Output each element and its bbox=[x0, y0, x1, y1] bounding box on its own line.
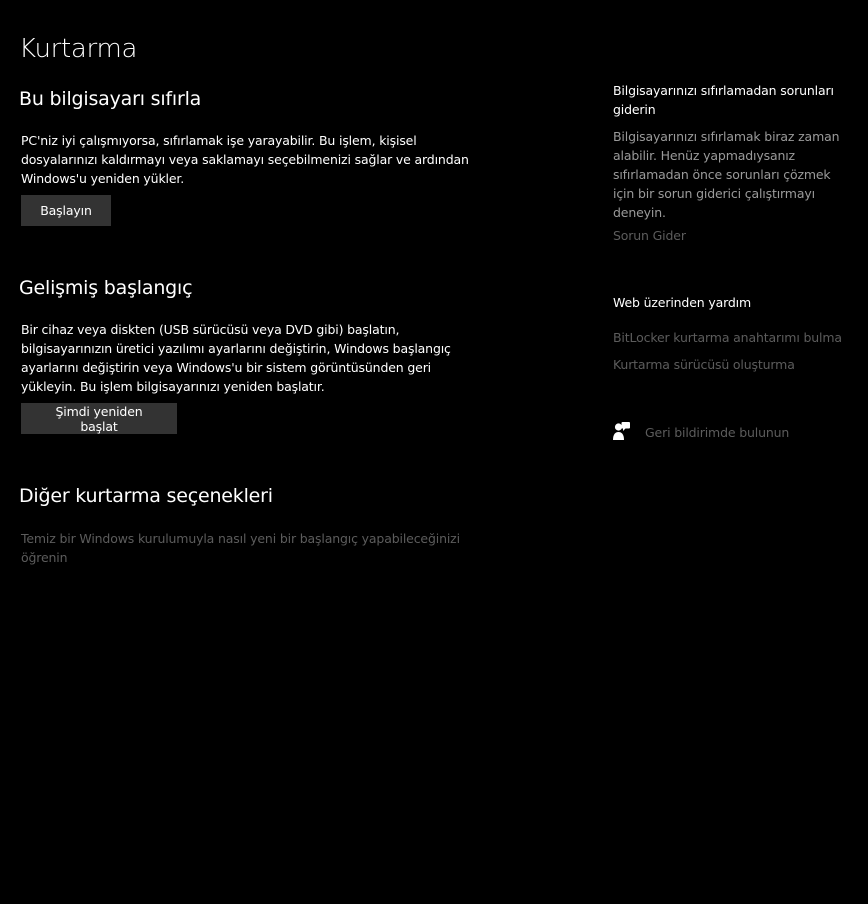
get-started-button[interactable]: Başlayın bbox=[21, 195, 111, 226]
feedback-link[interactable] bbox=[613, 421, 789, 443]
feedback-label: Geri bildirimde bulunun bbox=[645, 424, 790, 440]
advanced-startup-description: Bir cihaz veya diskten (USB sürücüsü veya DVD gibi) başlatın, bilgisayarınızın üretici yazılımı ayarlarını değiştirin, Windows başlangıç ayarlarını değiştirin veya Windows'u bir sistem görüntüsünden geri yükleyin. Bu işlem bilgisayarınızı yeniden başlatır. bbox=[21, 322, 451, 394]
reset-description: PC'niz iyi çalışmıyorsa, sıfırlamak işe yarayabilir. Bu işlem, kişisel dosyalarınızı kaldırmayı veya saklamayı seçebilmenizi sağlar ve ardından Windows'u yeniden yükler. bbox=[21, 133, 469, 186]
troubleshoot-link[interactable]: Sorun Gider bbox=[613, 228, 686, 243]
troubleshoot-title: Bilgisayarınızı sıfırlamadan sorunları giderin bbox=[613, 83, 834, 117]
restart-now-button[interactable]: Şimdi yeniden başlat bbox=[21, 403, 177, 434]
fresh-start-link[interactable]: Temiz bir Windows kurulumuyla nasıl yeni bir başlangıç yapabileceğinizi öğrenin bbox=[21, 531, 460, 565]
troubleshoot-description: Bilgisayarınızı sıfırlamak biraz zaman alabilir. Henüz yapmadıysanız sıfırlamadan önce sorunları çözmek için bir sorun giderici çalıştırmayı deneyin. bbox=[613, 129, 840, 220]
recovery-drive-link[interactable]: Kurtarma sürücüsü oluşturma bbox=[613, 357, 795, 372]
feedback-person-icon bbox=[613, 421, 631, 443]
reset-section-title: Bu bilgisayarı sıfırla bbox=[19, 88, 202, 110]
bitlocker-key-link[interactable]: BitLocker kurtarma anahtarımı bulma bbox=[613, 330, 842, 345]
other-options-title: Diğer kurtarma seçenekleri bbox=[19, 485, 273, 507]
page-title: Kurtarma bbox=[19, 34, 138, 64]
web-help-title: Web üzerinden yardım bbox=[613, 295, 752, 310]
advanced-startup-title: Gelişmiş başlangıç bbox=[19, 277, 193, 299]
